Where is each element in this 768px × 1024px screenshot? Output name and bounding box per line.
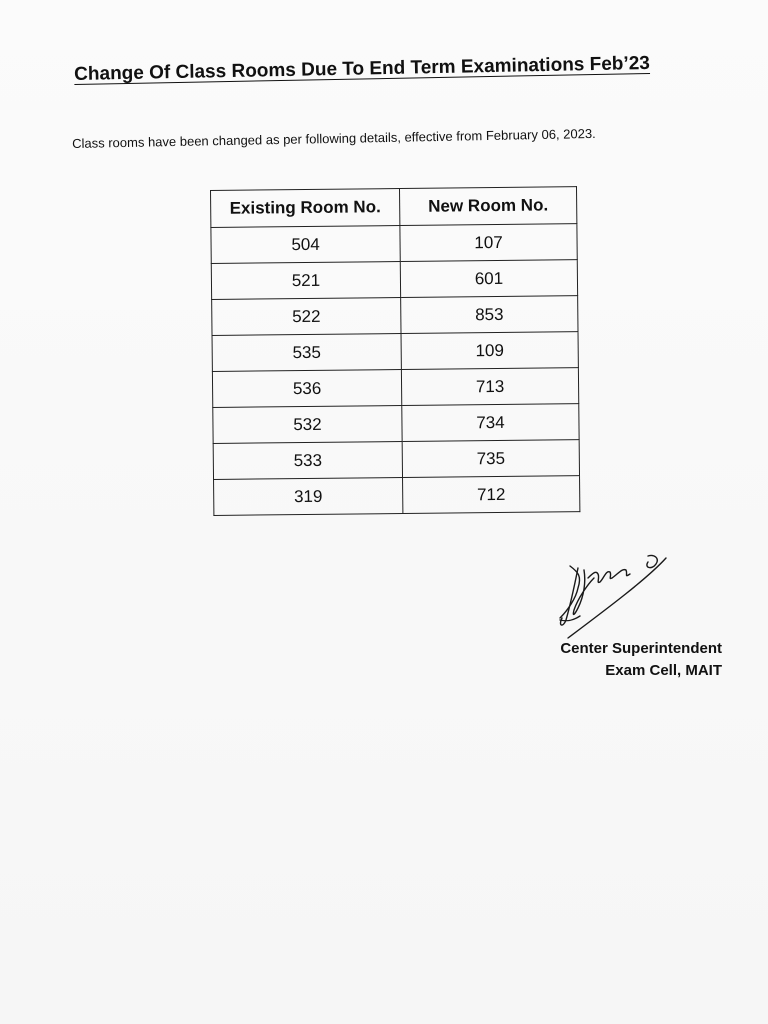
existing-room-cell: 521 bbox=[211, 262, 400, 300]
table-row bbox=[213, 404, 579, 444]
table-row bbox=[212, 332, 578, 372]
table-row bbox=[212, 296, 578, 336]
intro-text: Class rooms have been changed as per following details, effective from February 06, 2023. bbox=[72, 125, 596, 151]
existing-room-cell: 536 bbox=[212, 370, 401, 408]
table-row bbox=[214, 476, 580, 516]
table-row bbox=[211, 224, 577, 264]
existing-room-cell: 504 bbox=[211, 226, 400, 264]
existing-room-cell: 535 bbox=[212, 334, 401, 372]
existing-room-cell: 319 bbox=[214, 477, 403, 515]
signatory-designation: Center Superintendent bbox=[560, 640, 722, 657]
room-change-table bbox=[210, 186, 580, 516]
existing-room-cell: 532 bbox=[213, 406, 402, 444]
new-room-cell: 109 bbox=[401, 332, 578, 370]
new-room-cell: 734 bbox=[402, 404, 579, 442]
room-change-table-container bbox=[210, 186, 580, 516]
column-header-existing-room: Existing Room No. bbox=[211, 189, 400, 228]
table-row bbox=[213, 440, 579, 480]
new-room-cell: 107 bbox=[400, 224, 577, 262]
table-row bbox=[212, 368, 578, 408]
new-room-cell: 713 bbox=[401, 368, 578, 406]
new-room-cell: 735 bbox=[402, 440, 579, 478]
signatory-office: Exam Cell, MAIT bbox=[605, 662, 722, 679]
document-title: Change Of Class Rooms Due To End Term Examinations Feb’23 bbox=[74, 52, 651, 85]
table-row bbox=[211, 260, 577, 300]
new-room-cell: 712 bbox=[403, 476, 580, 514]
existing-room-cell: 533 bbox=[213, 442, 402, 480]
new-room-cell: 853 bbox=[401, 296, 578, 334]
column-header-new-room: New Room No. bbox=[399, 187, 576, 226]
handwritten-signature bbox=[548, 548, 678, 643]
new-room-cell: 601 bbox=[400, 260, 577, 298]
table-header-row bbox=[211, 187, 577, 228]
existing-room-cell: 522 bbox=[212, 298, 401, 336]
signatory-block bbox=[560, 638, 722, 682]
